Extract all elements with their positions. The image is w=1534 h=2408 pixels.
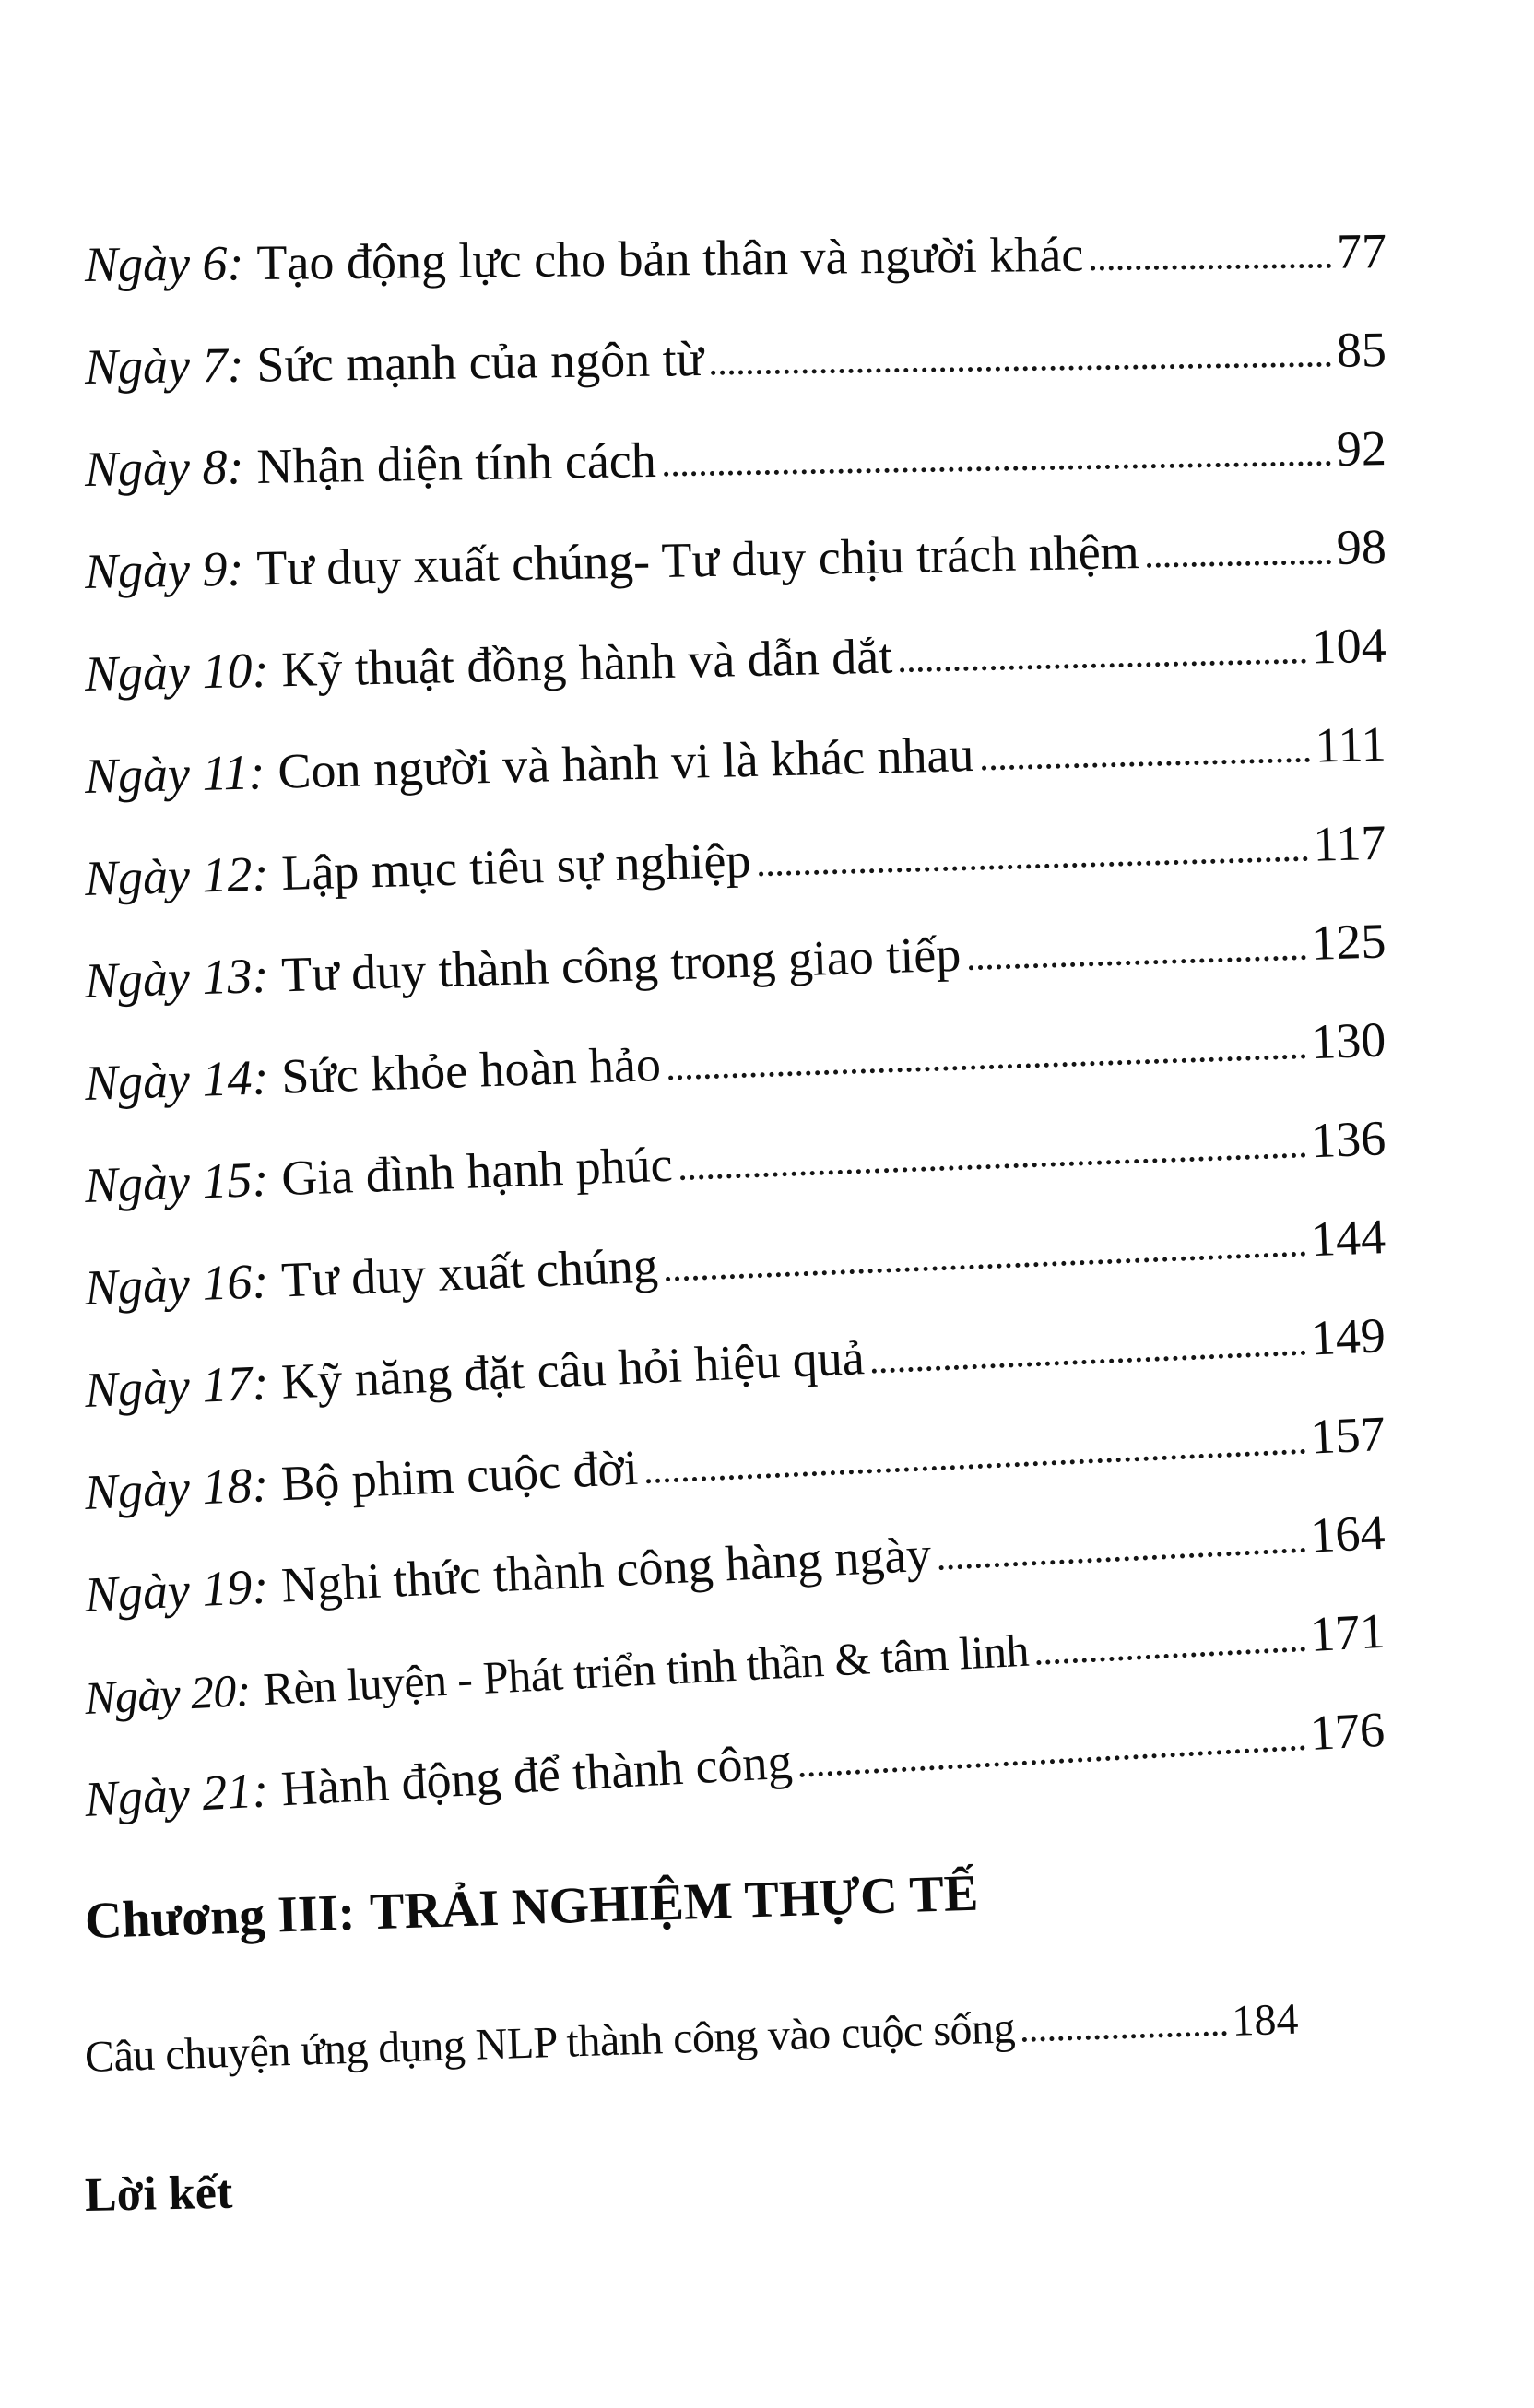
toc-entry bbox=[84, 200, 1386, 316]
dot-leader bbox=[668, 1054, 1306, 1080]
dot-leader bbox=[800, 1745, 1305, 1777]
story-entry bbox=[84, 1982, 1387, 2093]
entry-page-number: 149 bbox=[1309, 1307, 1386, 1366]
dot-leader bbox=[666, 1252, 1305, 1282]
entry-title: Con người và hành vi là khác nhau bbox=[277, 726, 975, 799]
entry-page-number: 92 bbox=[1336, 420, 1387, 477]
entry-page-number: 117 bbox=[1312, 814, 1387, 872]
entry-title: Tư duy xuất chúng- Tư duy chịu trách nhệm bbox=[255, 524, 1140, 596]
entry-title: Kỹ năng đặt câu hỏi hiệu quả bbox=[279, 1329, 866, 1410]
dot-leader bbox=[982, 758, 1310, 771]
dot-leader bbox=[872, 1351, 1306, 1374]
entry-page-number: 171 bbox=[1308, 1602, 1386, 1662]
entry-title: Kỹ thuật đồng hành và dẫn dắt bbox=[280, 628, 893, 698]
closing-label: Lời kết bbox=[84, 2166, 233, 2222]
entry-title: Lập mục tiêu sự nghiệp bbox=[280, 832, 752, 902]
entry-day-prefix: Ngày 10: bbox=[84, 642, 270, 702]
entry-page-number: 85 bbox=[1336, 322, 1387, 378]
entry-title: Nhận diện tính cách bbox=[255, 431, 657, 494]
dot-leader bbox=[645, 1449, 1305, 1483]
entry-page-number: 111 bbox=[1314, 715, 1387, 773]
story-page-number: 184 bbox=[1231, 1994, 1300, 2046]
entry-day-prefix: Ngày 20: bbox=[83, 1663, 253, 1724]
entry-page-number: 77 bbox=[1336, 223, 1387, 279]
dot-leader bbox=[664, 461, 1331, 477]
entry-day-prefix: Ngày 13: bbox=[84, 947, 270, 1009]
entry-page-number: 125 bbox=[1310, 913, 1387, 971]
toc-list bbox=[85, 214, 1386, 1851]
story-title: Câu chuyện ứng dụng NLP thành công vào cuộc sống bbox=[84, 2003, 1016, 2082]
entry-title: Hành động để thành công bbox=[279, 1733, 794, 1817]
entry-page-number: 157 bbox=[1309, 1405, 1386, 1465]
entry-page-number: 98 bbox=[1336, 518, 1387, 575]
dot-leader bbox=[759, 856, 1308, 877]
entry-page-number: 164 bbox=[1308, 1504, 1386, 1564]
entry-title: Tư duy xuất chúng bbox=[280, 1237, 659, 1308]
chapter-number-label: Chương III: bbox=[84, 1883, 357, 1950]
dot-leader bbox=[900, 659, 1306, 673]
dot-leader bbox=[711, 362, 1331, 375]
entry-day-prefix: Ngày 18: bbox=[83, 1456, 270, 1520]
entry-title: Gia đình hạnh phúc bbox=[280, 1136, 674, 1207]
entry-page-number: 104 bbox=[1310, 617, 1387, 675]
entry-day-prefix: Ngày 16: bbox=[83, 1253, 270, 1316]
entry-title: Rèn luyện - Phát triển tinh thần & tâm linh bbox=[262, 1623, 1031, 1716]
entry-title: Sức khỏe hoàn hảo bbox=[280, 1035, 662, 1104]
entry-page-number: 130 bbox=[1310, 1011, 1387, 1070]
entry-title: Bộ phim cuộc đời bbox=[279, 1439, 640, 1512]
dot-leader bbox=[939, 1548, 1306, 1570]
entry-day-prefix: Ngày 8: bbox=[84, 439, 244, 497]
entry-day-prefix: Ngày 14: bbox=[83, 1049, 270, 1111]
entry-day-prefix: Ngày 21: bbox=[83, 1762, 270, 1827]
entry-title: Nghi thức thành công hàng ngày bbox=[279, 1526, 933, 1613]
chapter-heading bbox=[84, 1851, 1386, 1951]
entry-page-number: 136 bbox=[1309, 1110, 1387, 1169]
entry-day-prefix: Ngày 12: bbox=[84, 845, 270, 906]
entry-day-prefix: Ngày 19: bbox=[83, 1558, 270, 1623]
dot-leader bbox=[969, 955, 1306, 970]
dot-leader bbox=[1091, 264, 1331, 271]
entry-day-prefix: Ngày 17: bbox=[83, 1354, 270, 1418]
entry-day-prefix: Ngày 11: bbox=[84, 744, 266, 804]
dot-leader bbox=[1036, 1647, 1305, 1665]
entry-day-prefix: Ngày 9: bbox=[84, 540, 245, 599]
entry-day-prefix: Ngày 6: bbox=[84, 235, 244, 292]
entry-day-prefix: Ngày 7: bbox=[84, 336, 244, 395]
chapter-title: TRẢI NGHIỆM THỰC TẾ bbox=[369, 1864, 980, 1942]
entry-day-prefix: Ngày 15: bbox=[83, 1151, 270, 1213]
entry-title: Tạo động lực cho bản thân và người khác bbox=[256, 226, 1084, 291]
entry-page-number: 176 bbox=[1308, 1701, 1386, 1761]
entry-title: Sức mạnh của ngôn từ bbox=[256, 330, 704, 393]
dot-leader bbox=[1147, 560, 1331, 568]
dot-leader bbox=[1022, 2031, 1227, 2042]
entry-page-number: 144 bbox=[1309, 1209, 1387, 1268]
entry-title: Tư duy thành công trong giao tiếp bbox=[280, 926, 962, 1003]
dot-leader bbox=[680, 1152, 1306, 1180]
